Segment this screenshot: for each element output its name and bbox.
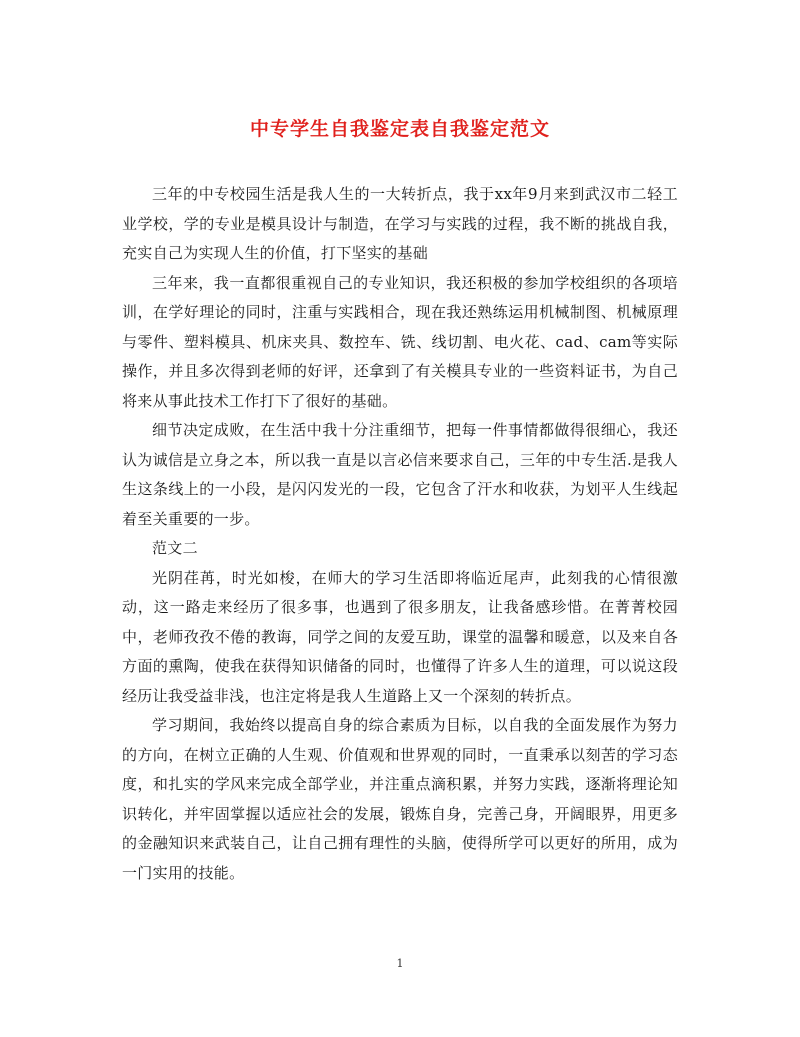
paragraph-4: 光阴荏苒，时光如梭，在师大的学习生活即将临近尾声，此刻我的心情很激动，这一路走来经历了很多事，也遇到了很多朋友，让我备感珍惜。在菁菁校园中，老师孜孜不倦的教诲，同学之间的友爱互助，课堂的温馨和暖意，以及来自各方面的熏陶，使我在获得知识储备的同时，也懂得了许多人生的道理，可以说这段经历让我受益非浅，也注定将是我人生道路上又一个深刻的转折点。 [122, 568, 678, 705]
section-heading-sample-two: 范文二 [152, 539, 198, 557]
paragraph-3: 细节决定成败，在生活中我十分注重细节，把每一件事情都做得很细心，我还认为诚信是立身之本，所以我一直是以言必信来要求自己，三年的中专生活.是我人生这条线上的一小段，是闪闪发光的一段，它包含了汗水和收获，为划平人生线起着至关重要的一步。 [122, 421, 678, 528]
document-title: 中专学生自我鉴定表自我鉴定范文 [249, 118, 550, 140]
paragraph-2: 三年来，我一直都很重视自己的专业知识，我还积极的参加学校组织的各项培训，在学好理论的同时，注重与实践相合，现在我还熟练运用机械制图、机械原理与零件、塑料模具、机床夹具、数控车、铣、线切割、电火花、cad、cam等实际操作，并且多次得到老师的好评，还拿到了有关模具专业的一些资料证书，为自己将来从事此技术工作打下了很好的基础。 [122, 273, 678, 410]
paragraph-5: 学习期间，我始终以提高自身的综合素质为目标，以自我的全面发展作为努力的方向，在树立正确的人生观、价值观和世界观的同时，一直秉承以刻苦的学习态度，和扎实的学风来完成全部学业，并注重点滴积累，并努力实践，逐渐将理论知识转化，并牢固掌握以适应社会的发展，锻炼自身，完善己身，开阔眼界，用更多的金融知识来武装自己，让自己拥有理性的头脑，使得所学可以更好的所用，成为一门实用的技能。 [122, 716, 678, 882]
document-body [122, 180, 678, 888]
paragraph-1: 三年的中专校园生活是我人生的一大转折点，我于xx年9月来到武汉市二轻工业学校，学的专业是模具设计与制造，在学习与实践的过程，我不断的挑战自我，充实自己为实现人生的价值，打下坚实的基础 [122, 185, 678, 262]
page-number: 1 [396, 957, 404, 970]
